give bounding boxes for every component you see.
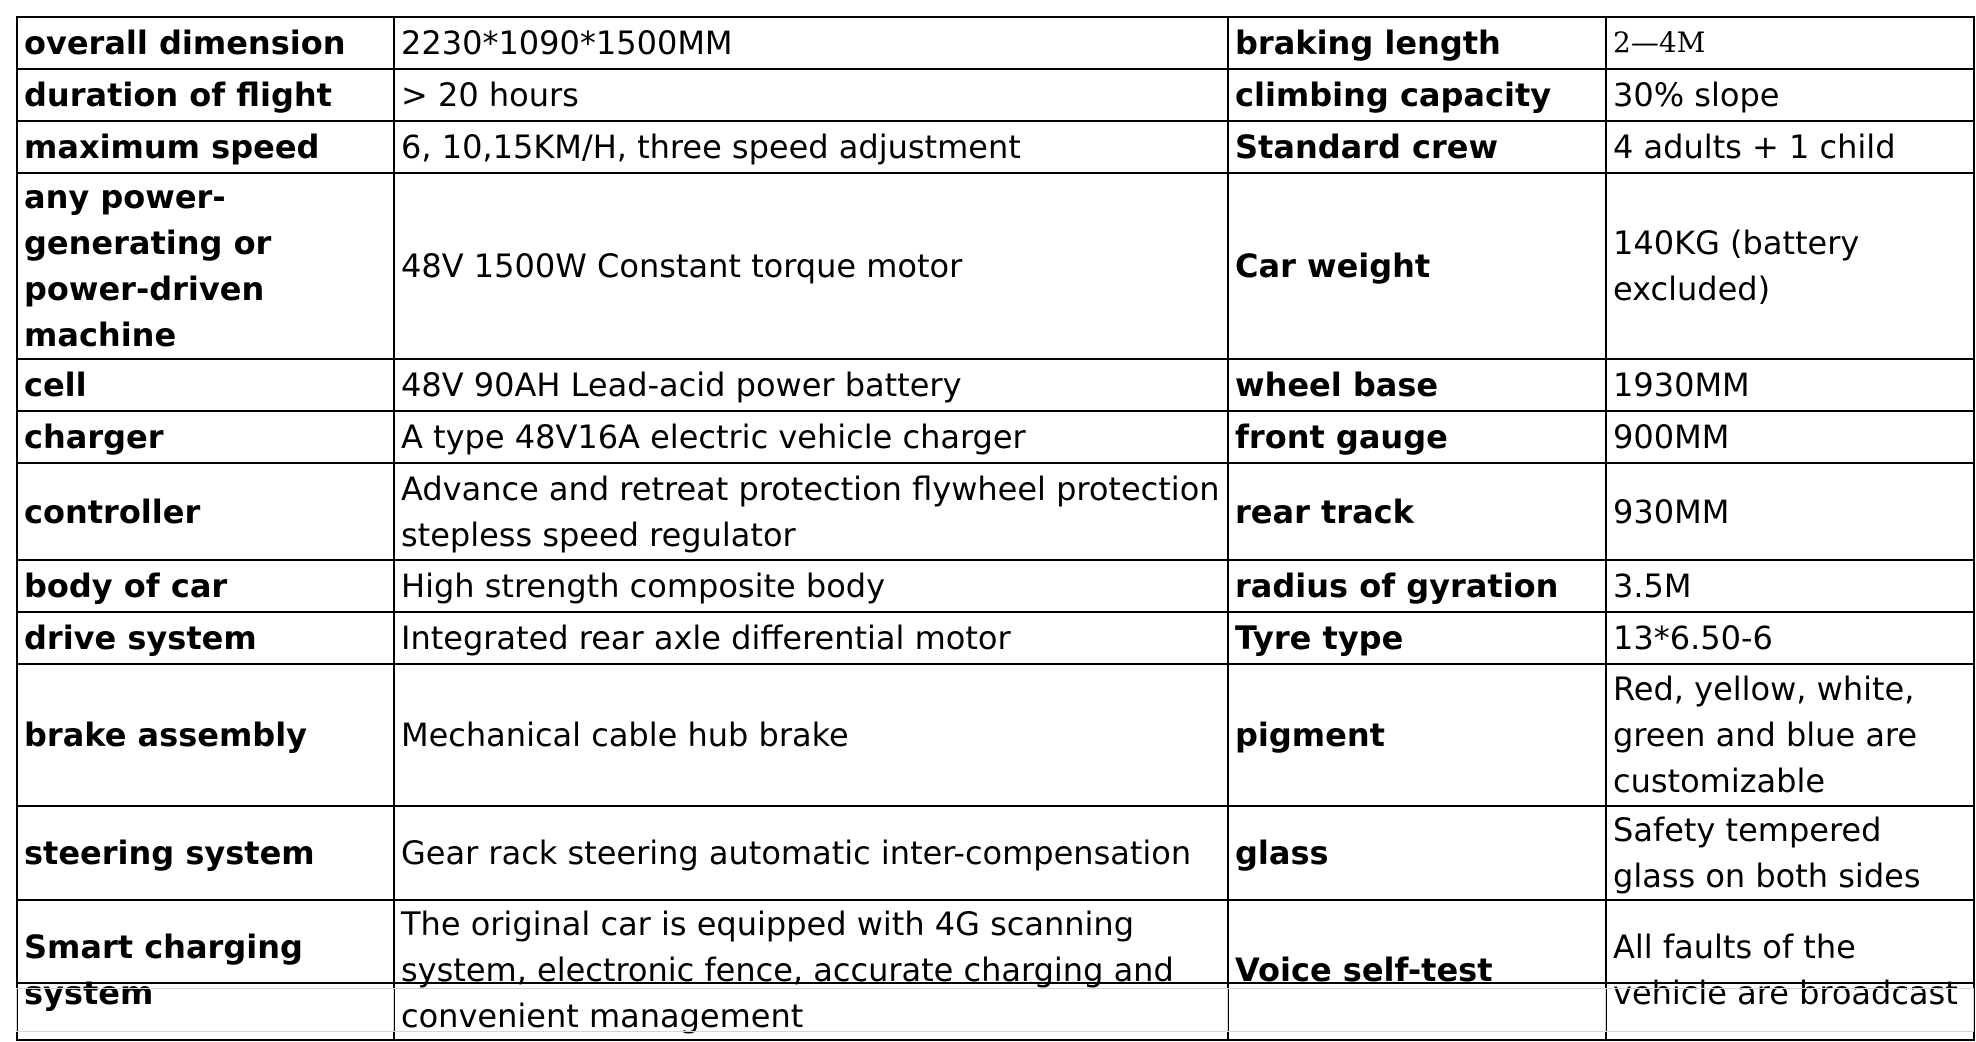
empty-cell[interactable] <box>1606 989 1974 1032</box>
spec-value[interactable]: Red, yellow, white, green and blue are customizable <box>1606 664 1974 806</box>
spec-value[interactable]: Safety tempered glass on both sides <box>1606 806 1974 900</box>
spec-value[interactable]: 1930MM <box>1606 359 1974 411</box>
spec-value[interactable]: 2—4M <box>1606 17 1974 69</box>
spec-table <box>16 16 1975 1041</box>
table-row <box>17 560 1974 612</box>
spec-value[interactable]: Integrated rear axle differential motor <box>394 612 1228 664</box>
spec-label[interactable]: charger <box>17 411 394 463</box>
spec-sheet <box>16 16 1973 1041</box>
spec-value[interactable]: 30% slope <box>1606 69 1974 121</box>
spec-label[interactable]: braking length <box>1228 17 1606 69</box>
spec-label[interactable]: front gauge <box>1228 411 1606 463</box>
spec-label[interactable]: controller <box>17 463 394 560</box>
empty-cell[interactable] <box>1228 989 1606 1032</box>
spec-label[interactable]: Standard crew <box>1228 121 1606 173</box>
table-row <box>17 17 1974 69</box>
spec-value[interactable]: 900MM <box>1606 411 1974 463</box>
spec-label[interactable]: any power-generating or power-driven machine <box>17 173 394 359</box>
spec-label[interactable]: overall dimension <box>17 17 394 69</box>
spec-label[interactable]: radius of gyration <box>1228 560 1606 612</box>
spec-label[interactable]: Car weight <box>1228 173 1606 359</box>
table-row <box>17 411 1974 463</box>
spec-value[interactable]: A type 48V16A electric vehicle charger <box>394 411 1228 463</box>
table-row <box>17 173 1974 359</box>
spec-value[interactable]: 6, 10,15KM/H, three speed adjustment <box>394 121 1228 173</box>
spec-label[interactable]: cell <box>17 359 394 411</box>
spec-value[interactable]: All faults of the vehicle are broadcast <box>1606 900 1974 1040</box>
table-row <box>17 806 1974 900</box>
spec-value[interactable]: 3.5M <box>1606 560 1974 612</box>
table-row <box>17 121 1974 173</box>
spec-value[interactable]: > 20 hours <box>394 69 1228 121</box>
table-bottom-rule <box>16 982 1973 984</box>
spec-label[interactable]: Tyre type <box>1228 612 1606 664</box>
table-row <box>17 612 1974 664</box>
spec-label[interactable]: Voice self-test <box>1228 900 1606 1040</box>
empty-cell[interactable] <box>17 989 394 1032</box>
spec-value[interactable]: Mechanical cable hub brake <box>394 664 1228 806</box>
spec-value[interactable]: 48V 1500W Constant torque motor <box>394 173 1228 359</box>
spec-value[interactable]: 140KG (battery excluded) <box>1606 173 1974 359</box>
spec-label[interactable]: duration of flight <box>17 69 394 121</box>
spec-label[interactable]: body of car <box>17 560 394 612</box>
empty-grid-row <box>16 988 1974 1032</box>
spec-label[interactable]: brake assembly <box>17 664 394 806</box>
spec-value[interactable]: Gear rack steering automatic inter-compensation <box>394 806 1228 900</box>
spec-label[interactable]: steering system <box>17 806 394 900</box>
spec-value[interactable]: 2230*1090*1500MM <box>394 17 1228 69</box>
spec-label[interactable]: drive system <box>17 612 394 664</box>
spec-value[interactable]: The original car is equipped with 4G scanning system, electronic fence, accurate charging and convenient management <box>394 900 1228 1040</box>
spec-value[interactable]: Advance and retreat protection flywheel protection stepless speed regulator <box>394 463 1228 560</box>
table-row <box>17 664 1974 806</box>
spec-value[interactable]: 13*6.50-6 <box>1606 612 1974 664</box>
table-row <box>17 989 1974 1032</box>
table-row <box>17 463 1974 560</box>
spec-value[interactable]: 930MM <box>1606 463 1974 560</box>
empty-cell[interactable] <box>394 989 1228 1032</box>
spec-label[interactable]: climbing capacity <box>1228 69 1606 121</box>
spec-label[interactable]: Smart charging system <box>17 900 394 1040</box>
table-row <box>17 69 1974 121</box>
spec-label[interactable]: maximum speed <box>17 121 394 173</box>
spec-label[interactable]: wheel base <box>1228 359 1606 411</box>
spec-label[interactable]: glass <box>1228 806 1606 900</box>
spec-label[interactable]: rear track <box>1228 463 1606 560</box>
spec-value[interactable]: High strength composite body <box>394 560 1228 612</box>
spec-value[interactable]: 4 adults + 1 child <box>1606 121 1974 173</box>
spec-value[interactable]: 48V 90AH Lead-acid power battery <box>394 359 1228 411</box>
table-row <box>17 359 1974 411</box>
spec-label[interactable]: pigment <box>1228 664 1606 806</box>
